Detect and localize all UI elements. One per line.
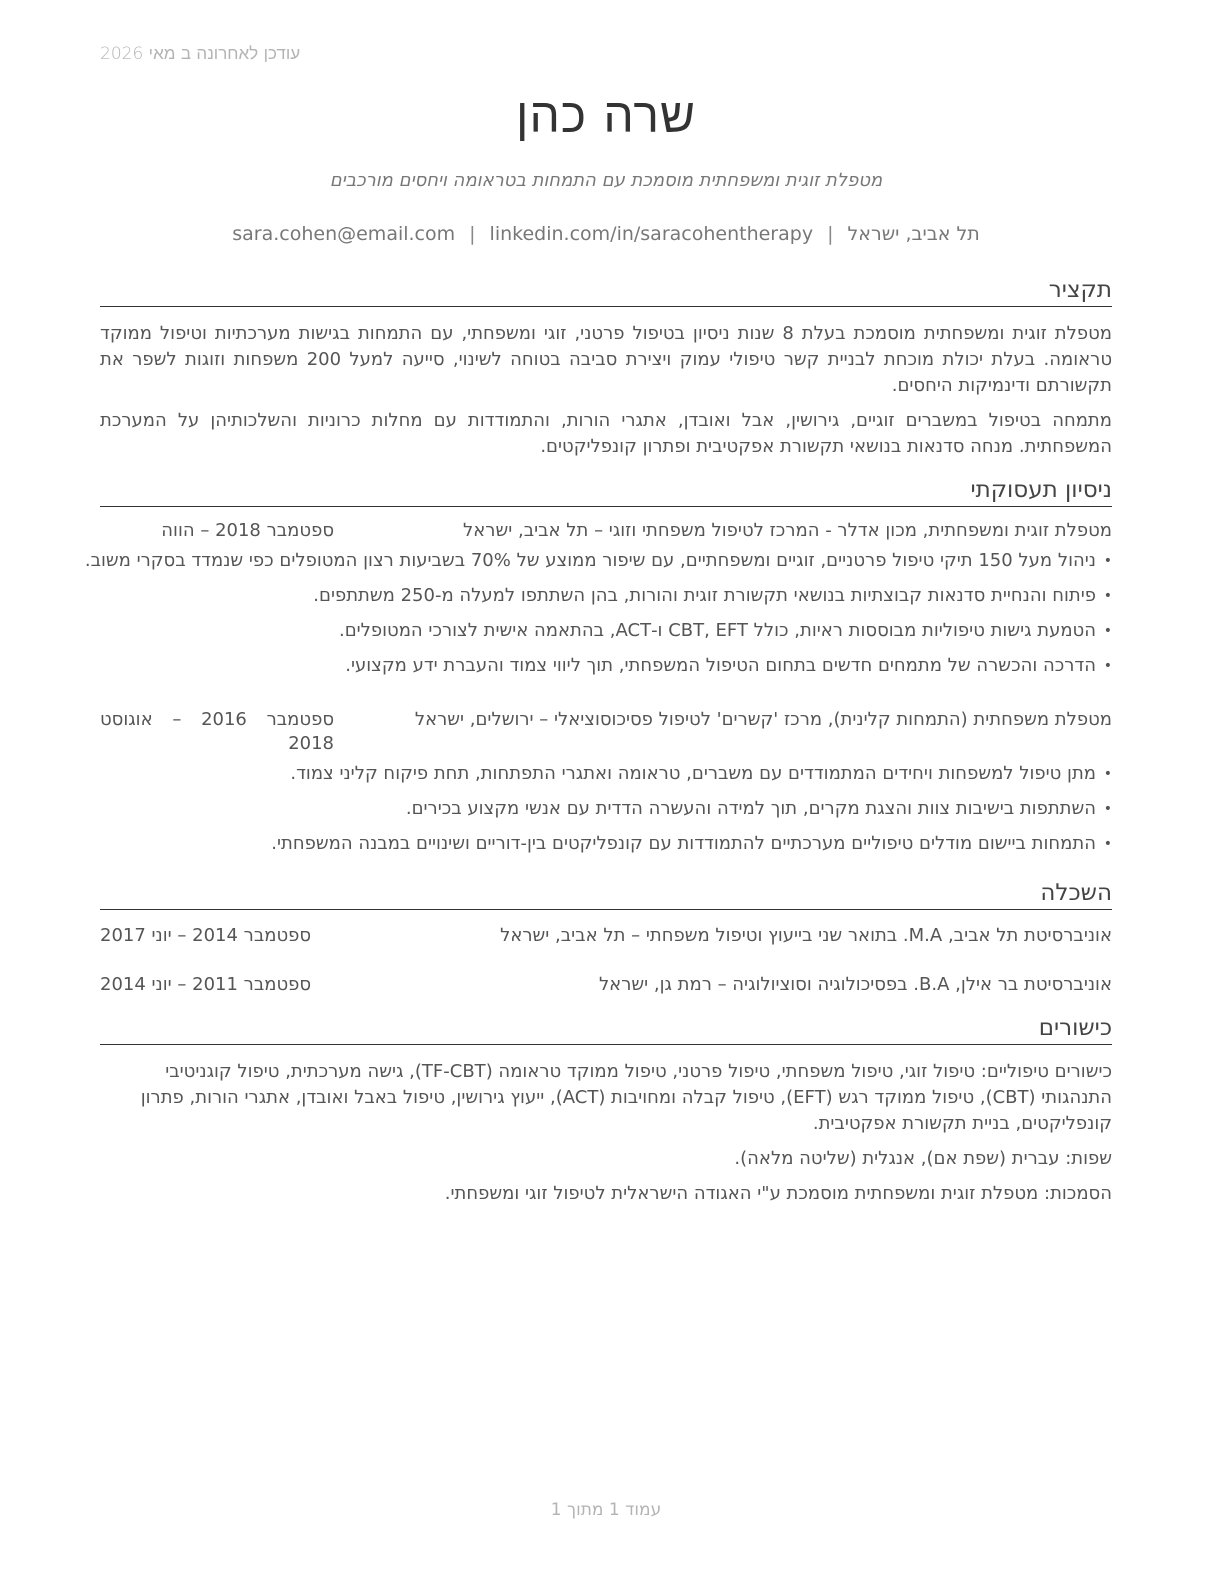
- section-title-skills: כישורים: [100, 1014, 1112, 1045]
- contact-separator: |: [469, 223, 476, 245]
- job-bullet: • הטמעת גישות טיפוליות מבוססות ראיות, כולל CBT, EFT ו-ACT, בהתאמה אישית לצורכי המטופלים.: [100, 619, 1112, 643]
- resume-page: [84, 0, 1113, 1584]
- page-number: עמוד 1 מתוך 1: [550, 1500, 662, 1520]
- job-entry: [100, 708, 1112, 856]
- contact-separator: |: [827, 223, 834, 245]
- summary-paragraph: מתמחה בטיפול במשברים זוגיים, גירושין, אבל ואובדן, אתגרי הורות, והתמודדות עם מחלות כרוניות והשלכותיהן על המערכת המשפחתית. מנחה סדנאות בנושאי תקשורת אפקטיבית ופתרון קונפליקטים.: [100, 410, 1112, 457]
- job-entry: [84, 519, 1112, 678]
- section-title-experience: ניסיון תעסוקתי: [100, 476, 1112, 507]
- degree-dates: ספטמבר 2011 – יוני 2014: [100, 974, 312, 995]
- job-title: מטפלת זוגית ומשפחתית, מכון אדלר - המרכז לטיפול משפחתי וזוגי – תל אביב, ישראל: [463, 520, 1112, 541]
- experience-section: [84, 476, 1112, 856]
- last-updated-text: עודכן לאחרונה ב מאי 2026: [100, 44, 301, 64]
- job-dates: ספטמבר 2016 – אוגוסט 2018: [100, 709, 335, 754]
- education-entry: [100, 924, 1112, 948]
- job-bullet: • הדרכה והכשרה של מתמחים חדשים בתחום הטיפול המשפחתי, תוך ליווי צמוד והעברת ידע מקצועי.: [100, 654, 1112, 678]
- skills-line: כישורים טיפוליים: טיפול זוגי, טיפול משפחתי, טיפול פרטני, טיפול ממוקד טראומה (TF-CBT), גישה מערכתית, טיפול קוגניטיבי התנהגותי (CBT), טיפול ממוקד רגש (EFT), טיפול קבלה ומחויבות (ACT), ייעוץ גירושין, טיפול באבל ואובדן, אתגרי הורות, פתרון קונפליקטים, בניית תקשורת אפקטיבית.: [140, 1061, 1112, 1134]
- languages-line: שפות: עברית (שפת אם), אנגלית (שליטה מלאה).: [734, 1148, 1112, 1169]
- candidate-name: שרה כהן: [515, 88, 696, 144]
- degree-title: אוניברסיטת תל אביב, M.A. בתואר שני בייעוץ וטיפול משפחתי – תל אביב, ישראל: [500, 925, 1112, 946]
- job-bullet: • מתן טיפול למשפחות ויחידים המתמודדים עם משברים, טראומה ואתגרי התפתחות, תחת פיקוח קליני צמוד.: [100, 762, 1112, 786]
- job-header: [100, 708, 1112, 756]
- licenses-line: הסמכות: מטפלת זוגית ומשפחתית מוסמכת ע"י האגודה הישראלית לטיפול זוגי ומשפחתי.: [444, 1183, 1112, 1204]
- contact-line: [100, 223, 1112, 245]
- section-title-education: השכלה: [100, 879, 1112, 910]
- summary-section: [100, 276, 1112, 460]
- skills-section: [100, 1014, 1112, 1207]
- job-bullets: [100, 762, 1112, 856]
- email-link[interactable]: sara.cohen@email.com: [232, 223, 456, 245]
- degree-dates: ספטמבר 2014 – יוני 2017: [100, 925, 312, 946]
- job-bullet: • פיתוח והנחיית סדנאות קבוצתיות בנושאי תקשורת זוגית והורות, בהן השתתפו למעלה מ-250 משתתפים.: [100, 584, 1112, 608]
- education-entry: [100, 973, 1112, 997]
- job-dates: ספטמבר 2018 – הווה: [161, 520, 334, 541]
- education-section: [100, 879, 1112, 997]
- summary-paragraph: מטפלת זוגית ומשפחתית מוסמכת בעלת 8 שנות ניסיון בטיפול פרטני, זוגי ומשפחתי, עם התמחות בגישות מערכתיות וטיפול ממוקד טראומה. בעלת יכולת מוכחת לבניית קשר טיפולי עמוק ויצירת סביבה בטוחה לשינוי, סייעה למעל 200 משפחות וזוגות לשפר את תקשורתם ודינמיקות היחסים.: [100, 323, 1113, 396]
- candidate-subtitle: מטפלת זוגית ומשפחתית מוסמכת עם התמחות בטראומה ויחסים מורכבים: [329, 170, 883, 191]
- job-bullet: • התמחות ביישום מודלים טיפוליים מערכתיים להתמודדות עם קונפליקטים בין-דוריים ושינויים במבנה המשפחתי.: [100, 832, 1112, 856]
- job-bullet: • ניהול מעל 150 תיקי טיפול פרטניים, זוגיים ומשפחתיים, עם שיפור ממוצע של 70% בשביעות רצון המטופלים כפי שנמדד בסקרי משוב.: [100, 549, 1112, 573]
- job-title: מטפלת משפחתית (התמחות קלינית), מרכז 'קשרים' לטיפול פסיכוסוציאלי – ירושלים, ישראל: [414, 709, 1112, 730]
- linkedin-link[interactable]: linkedin.com/in/saracohentherapy: [489, 223, 814, 245]
- location-text: תל אביב, ישראל: [847, 223, 980, 245]
- job-bullets: [84, 549, 1112, 678]
- job-bullet: • השתתפות בישיבות צוות והצגת מקרים, תוך למידה והעשרה הדדית עם אנשי מקצוע בכירים.: [100, 797, 1112, 821]
- job-header: [100, 519, 1112, 543]
- degree-title: אוניברסיטת בר אילן, B.A. בפסיכולוגיה וסוציולוגיה – רמת גן, ישראל: [598, 974, 1112, 995]
- section-title-summary: תקציר: [100, 276, 1112, 307]
